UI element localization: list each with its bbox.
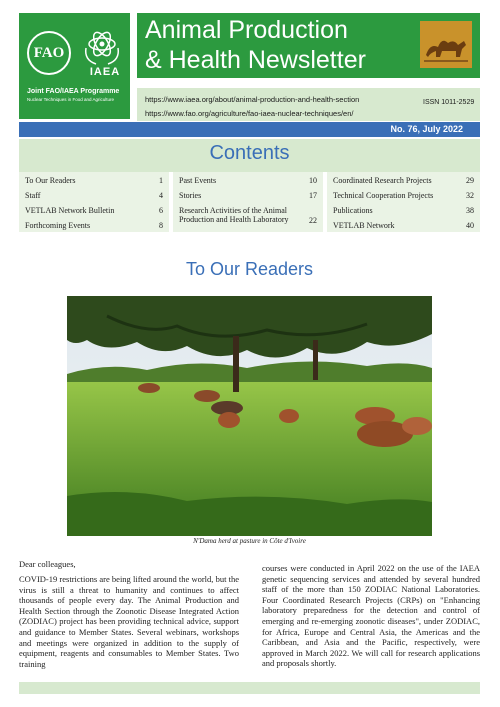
- body-text-left: COVID-19 restrictions are being lifted around the world, but the virus is still a threat to humanity and continues to affect thousands of people every day. The Animal Production and Health Section through the Zoonotic Disease Integrated Action (ZODIAC) project has been providing technical advice, support and guidance to Member States. Several webinars, workshops and meetings were organized in addition to the supply of equipment, reagents and consumables to Member States. Two training: [19, 574, 239, 669]
- toc-item-page: 1: [159, 176, 163, 185]
- toc-item-label: VETLAB Network Bulletin: [25, 206, 115, 215]
- toc-item-page: 4: [159, 191, 163, 200]
- toc-item[interactable]: [179, 176, 317, 185]
- photo-caption: N'Dama herd at pasture in Côte d'Ivoire: [193, 537, 306, 545]
- toc-item-label: VETLAB Network: [333, 221, 395, 230]
- toc-item[interactable]: [333, 221, 474, 230]
- toc-item[interactable]: [25, 206, 163, 215]
- section-title: To Our Readers: [185, 259, 314, 279]
- iaea-logo-text: IAEA: [89, 66, 121, 78]
- issue-number: No. 76, July 2022: [390, 124, 463, 134]
- toc-item-page: 6: [159, 206, 163, 215]
- toc-item[interactable]: [179, 206, 317, 224]
- toc-item[interactable]: [25, 221, 163, 230]
- toc-item-page: 8: [159, 221, 163, 230]
- toc-item[interactable]: [333, 191, 474, 200]
- toc-item-page: 32: [466, 191, 474, 200]
- toc-item-label: Publications: [333, 206, 373, 215]
- fao-section-link[interactable]: https://www.fao.org/agriculture/fao-iaea-nuclear-techniques/en/: [145, 109, 354, 118]
- toc-item-page: 17: [309, 191, 317, 200]
- toc-item[interactable]: [25, 191, 163, 200]
- salutation: Dear colleagues,: [19, 559, 76, 569]
- toc-item-label: Research Activities of the Animal Production and Health Laboratory: [179, 206, 289, 224]
- toc-column-2: [173, 172, 323, 232]
- programme-name: Joint FAO/IAEA Programme: [27, 88, 120, 95]
- iaea-section-link[interactable]: https://www.iaea.org/about/animal-production-and-health-section: [145, 95, 360, 104]
- toc-item[interactable]: [179, 191, 317, 200]
- toc-item-page: 40: [466, 221, 474, 230]
- toc-column-1: [19, 172, 169, 232]
- toc-item-page: 29: [466, 176, 474, 185]
- programme-subtitle: Nuclear Techniques in Food and Agriculture: [27, 97, 114, 102]
- toc-item-label: To Our Readers: [25, 176, 76, 185]
- toc-item-page: 38: [466, 206, 474, 215]
- toc-item-label: Stories: [179, 191, 202, 200]
- iaea-emblem-icon: [80, 28, 124, 66]
- title-line-2: & Health Newsletter: [145, 46, 366, 74]
- toc-item[interactable]: [25, 176, 163, 185]
- toc-item-label: Technical Cooperation Projects: [333, 191, 434, 200]
- toc-item-label: Forthcoming Events: [25, 221, 91, 230]
- toc-item-label: Past Events: [179, 176, 217, 185]
- title-line-1: Animal Production: [145, 16, 348, 44]
- toc-item-page: 10: [309, 176, 317, 185]
- camel-cover-icon: [420, 21, 472, 68]
- toc-item[interactable]: [333, 176, 474, 185]
- newsletter-title: [145, 15, 405, 75]
- footer-bar: [19, 682, 480, 694]
- toc-item[interactable]: [333, 206, 474, 215]
- body-text-right: courses were conducted in April 2022 on the use of the IAEA genetic sequencing services and attended by several hundred staff of the more than 150 ZODIAC National Laboratories. Four Coordinated Research Projects (CRPs) on "Enhancing laboratory preparedness for the detection and control of emerging and re-emerging zoonotic diseases", under ZODIAC, for Africa, Europe and Central Asia, the Americas and the Caribbean, and Asia and the Pacific, respectively, were approved in March 2022. We will call for research applications and proposals shortly.: [262, 563, 480, 669]
- toc-item-label: Staff: [25, 191, 41, 200]
- toc-item-label: Coordinated Research Projects: [333, 176, 432, 185]
- fao-logo: FAO: [27, 31, 71, 75]
- contents-title: Contents: [209, 142, 290, 164]
- toc-item-page: 22: [309, 216, 317, 225]
- toc-column-3: [327, 172, 480, 232]
- cattle-pasture-photo: [67, 296, 432, 536]
- issn-number: ISSN 1011-2529: [423, 99, 475, 106]
